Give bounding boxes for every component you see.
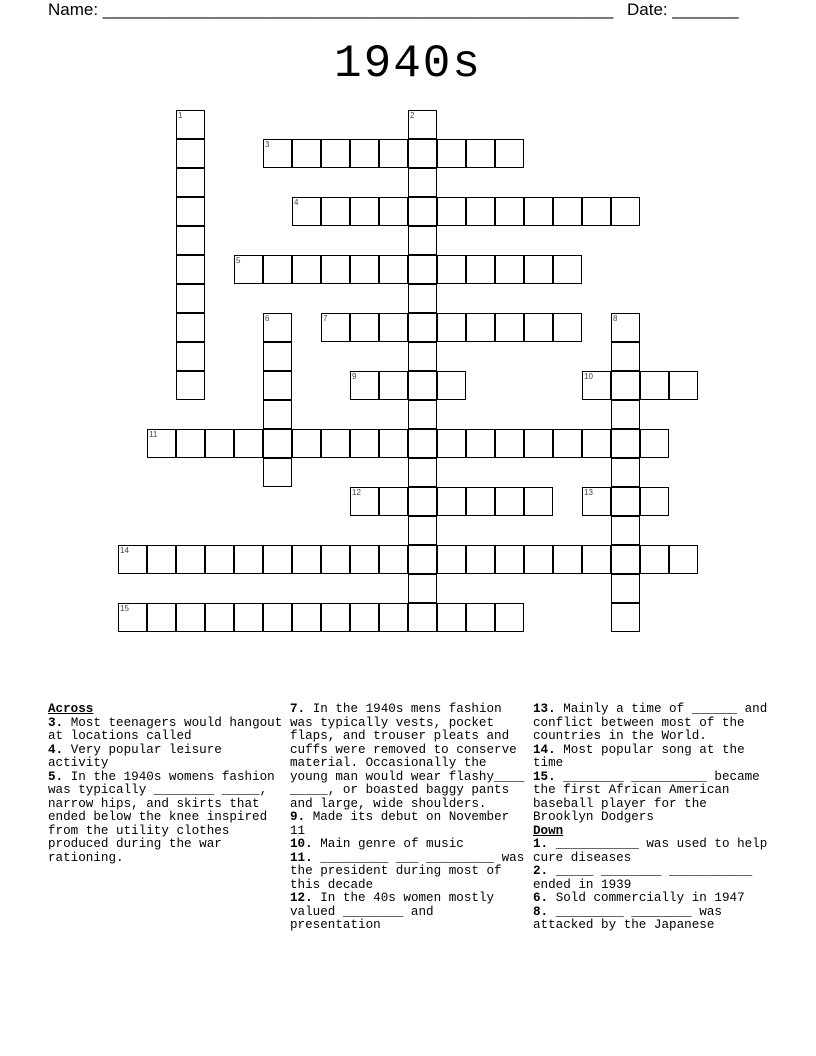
grid-cell[interactable] [466, 197, 495, 226]
grid-cell[interactable] [437, 371, 466, 400]
grid-cell[interactable] [524, 313, 553, 342]
grid-cell[interactable] [437, 429, 466, 458]
grid-cell[interactable] [408, 400, 437, 429]
clue-number-1: 1 [178, 111, 183, 120]
grid-cell[interactable] [611, 371, 640, 400]
grid-cell[interactable] [263, 371, 292, 400]
grid-cell[interactable] [408, 197, 437, 226]
grid-cell[interactable] [466, 487, 495, 516]
grid-cell[interactable] [379, 603, 408, 632]
date-field-label: Date: _______ [627, 0, 739, 19]
grid-cell[interactable] [466, 429, 495, 458]
grid-cell[interactable] [408, 139, 437, 168]
grid-cell[interactable] [582, 545, 611, 574]
grid-cell[interactable] [553, 545, 582, 574]
clue-number-5: 5 [236, 256, 241, 265]
grid-cell[interactable] [205, 603, 234, 632]
grid-cell[interactable] [234, 603, 263, 632]
grid-cell[interactable] [350, 255, 379, 284]
grid-cell[interactable] [263, 342, 292, 371]
clue-column-2 [290, 703, 526, 933]
grid-cell[interactable] [611, 574, 640, 603]
grid-cell[interactable] [524, 255, 553, 284]
clue-across-15: 15. ________ __________ became the first African American baseball player for the Brooklyn Dodgers [533, 769, 760, 824]
clue-number-13: 13 [584, 488, 593, 497]
grid-cell[interactable] [495, 313, 524, 342]
grid-cell[interactable] [350, 313, 379, 342]
grid-cell[interactable] [379, 429, 408, 458]
grid-cell[interactable] [437, 603, 466, 632]
clue-column-1 [48, 703, 288, 865]
grid-cell[interactable] [321, 429, 350, 458]
grid-cell[interactable] [524, 487, 553, 516]
grid-cell[interactable] [495, 603, 524, 632]
grid-cell[interactable] [640, 545, 669, 574]
grid-cell[interactable] [321, 197, 350, 226]
clue-number-14: 14 [120, 546, 129, 555]
grid-cell[interactable] [176, 429, 205, 458]
clue-across-12: 12. In the 40s women mostly valued ________ and presentation [290, 891, 495, 932]
grid-cell[interactable] [263, 400, 292, 429]
clue-number-12: 12 [352, 488, 361, 497]
clue-down-2: 2. _____ ________ ___________ ended in 1939 [533, 864, 753, 892]
clue-number-10: 10 [584, 372, 593, 381]
grid-cell[interactable] [408, 371, 437, 400]
grid-cell[interactable] [263, 458, 292, 487]
clue-across-9: 9. Made its debut on November 11 [290, 810, 510, 838]
down-heading: Down [533, 823, 564, 838]
grid-cell[interactable] [379, 313, 408, 342]
grid-cell[interactable] [147, 603, 176, 632]
grid-cell[interactable] [379, 197, 408, 226]
grid-cell[interactable] [176, 197, 205, 226]
grid-cell[interactable] [408, 342, 437, 371]
grid-cell[interactable] [292, 255, 321, 284]
clue-number-15: 15 [120, 604, 129, 613]
clue-number-7: 7 [323, 314, 328, 323]
grid-cell[interactable] [437, 139, 466, 168]
grid-cell[interactable] [292, 603, 321, 632]
grid-cell[interactable] [495, 255, 524, 284]
grid-cell[interactable] [611, 487, 640, 516]
grid-cell[interactable] [408, 284, 437, 313]
grid-cell[interactable] [524, 197, 553, 226]
grid-cell[interactable] [466, 139, 495, 168]
grid-cell[interactable] [234, 545, 263, 574]
clue-across-11: 11. _________ ___ _________ was the president during most of this decade [290, 850, 525, 892]
clue-across-4: 4. Very popular leisure activity [48, 742, 222, 770]
grid-cell[interactable] [350, 139, 379, 168]
grid-cell[interactable] [263, 603, 292, 632]
clue-number-11: 11 [149, 430, 158, 439]
grid-cell[interactable] [495, 197, 524, 226]
grid-cell[interactable] [263, 429, 292, 458]
grid-cell[interactable] [582, 197, 611, 226]
grid-cell[interactable] [524, 429, 553, 458]
grid-cell[interactable] [205, 429, 234, 458]
grid-cell[interactable] [176, 168, 205, 197]
page-title: 1940s [333, 38, 483, 90]
grid-cell[interactable] [611, 458, 640, 487]
grid-cell[interactable] [466, 545, 495, 574]
grid-cell[interactable] [408, 429, 437, 458]
clue-down-8: 8. _________ ________ was attacked by the Japanese [533, 904, 722, 932]
grid-cell[interactable] [553, 255, 582, 284]
grid-cell[interactable] [176, 545, 205, 574]
grid-cell[interactable] [437, 545, 466, 574]
clue-across-13: 13. Mainly a time of ______ and conflict between most of the countries in the World. [533, 702, 768, 743]
grid-cell[interactable] [379, 487, 408, 516]
grid-cell[interactable] [408, 516, 437, 545]
grid-cell[interactable] [263, 545, 292, 574]
clue-number-4: 4 [294, 198, 299, 207]
clue-across-10: 10. Main genre of music [290, 837, 464, 851]
grid-cell[interactable] [379, 545, 408, 574]
name-field-label: Name: ______________________________________________________ [48, 0, 614, 19]
grid-cell[interactable] [234, 429, 263, 458]
grid-cell[interactable] [176, 284, 205, 313]
grid-cell[interactable] [408, 313, 437, 342]
grid-cell[interactable] [321, 603, 350, 632]
clue-number-8: 8 [613, 314, 618, 323]
grid-cell[interactable] [408, 487, 437, 516]
grid-cell[interactable] [408, 458, 437, 487]
grid-cell[interactable] [379, 139, 408, 168]
grid-cell[interactable] [379, 255, 408, 284]
grid-cell[interactable] [669, 371, 698, 400]
grid-cell[interactable] [495, 429, 524, 458]
clue-number-6: 6 [265, 314, 270, 323]
grid-cell[interactable] [350, 429, 379, 458]
grid-cell[interactable] [437, 255, 466, 284]
grid-cell[interactable] [408, 574, 437, 603]
grid-cell[interactable] [495, 139, 524, 168]
grid-cell[interactable] [176, 255, 205, 284]
grid-cell[interactable] [553, 429, 582, 458]
grid-cell[interactable] [466, 255, 495, 284]
grid-cell[interactable] [379, 371, 408, 400]
grid-cell[interactable] [524, 545, 553, 574]
grid-cell[interactable] [350, 603, 379, 632]
clue-across-3: 3. Most teenagers would hangout at locations called [48, 715, 283, 743]
grid-cell[interactable] [176, 603, 205, 632]
grid-cell[interactable] [292, 139, 321, 168]
grid-cell[interactable] [640, 487, 669, 516]
grid-cell[interactable] [321, 139, 350, 168]
grid-cell[interactable] [350, 545, 379, 574]
grid-cell[interactable] [408, 255, 437, 284]
grid-cell[interactable] [669, 545, 698, 574]
clue-across-5: 5. In the 1940s womens fashion was typically ________ _____, narrow hips, and skirts that ended below the knee inspired from the utility clothes produced during the war rationing. [48, 769, 275, 865]
clue-number-2: 2 [410, 111, 415, 120]
clue-number-9: 9 [352, 372, 357, 381]
grid-cell[interactable] [176, 371, 205, 400]
grid-cell[interactable] [553, 313, 582, 342]
grid-cell[interactable] [437, 487, 466, 516]
grid-cell[interactable] [553, 197, 582, 226]
grid-cell[interactable] [437, 197, 466, 226]
grid-cell[interactable] [321, 255, 350, 284]
grid-cell[interactable] [408, 603, 437, 632]
clue-column-3 [533, 703, 771, 933]
grid-cell[interactable] [466, 313, 495, 342]
grid-cell[interactable] [611, 545, 640, 574]
grid-cell[interactable] [640, 429, 669, 458]
grid-cell[interactable] [292, 429, 321, 458]
grid-cell[interactable] [176, 313, 205, 342]
grid-cell[interactable] [292, 545, 321, 574]
clue-across-7: 7. In the 1940s mens fashion was typically vests, pocket flaps, and trouser pleats and cuffs were removed to conserve material. Occasionally the young man would wear flashy____ _____, or boasted baggy pants and large, wide shoulders. [290, 702, 525, 811]
grid-cell[interactable] [582, 429, 611, 458]
grid-cell[interactable] [611, 516, 640, 545]
grid-cell[interactable] [408, 226, 437, 255]
grid-cell[interactable] [321, 545, 350, 574]
grid-cell[interactable] [176, 342, 205, 371]
grid-cell[interactable] [495, 487, 524, 516]
grid-cell[interactable] [176, 226, 205, 255]
grid-cell[interactable] [176, 139, 205, 168]
across-heading: Across [48, 702, 94, 716]
grid-cell[interactable] [466, 603, 495, 632]
grid-cell[interactable] [437, 313, 466, 342]
grid-cell[interactable] [611, 400, 640, 429]
grid-cell[interactable] [495, 545, 524, 574]
grid-cell[interactable] [147, 545, 176, 574]
grid-cell[interactable] [408, 168, 437, 197]
grid-cell[interactable] [263, 255, 292, 284]
clue-down-6: 6. Sold commercially in 1947 [533, 891, 745, 905]
grid-cell[interactable] [205, 545, 234, 574]
grid-cell[interactable] [408, 545, 437, 574]
clue-across-14: 14. Most popular song at the time [533, 742, 745, 770]
grid-cell[interactable] [640, 371, 669, 400]
grid-cell[interactable] [350, 197, 379, 226]
clue-down-1: 1. ___________ was used to help cure diseases [533, 837, 768, 865]
grid-cell[interactable] [611, 603, 640, 632]
clue-number-3: 3 [265, 140, 270, 149]
grid-cell[interactable] [611, 429, 640, 458]
grid-cell[interactable] [611, 197, 640, 226]
grid-cell[interactable] [611, 342, 640, 371]
